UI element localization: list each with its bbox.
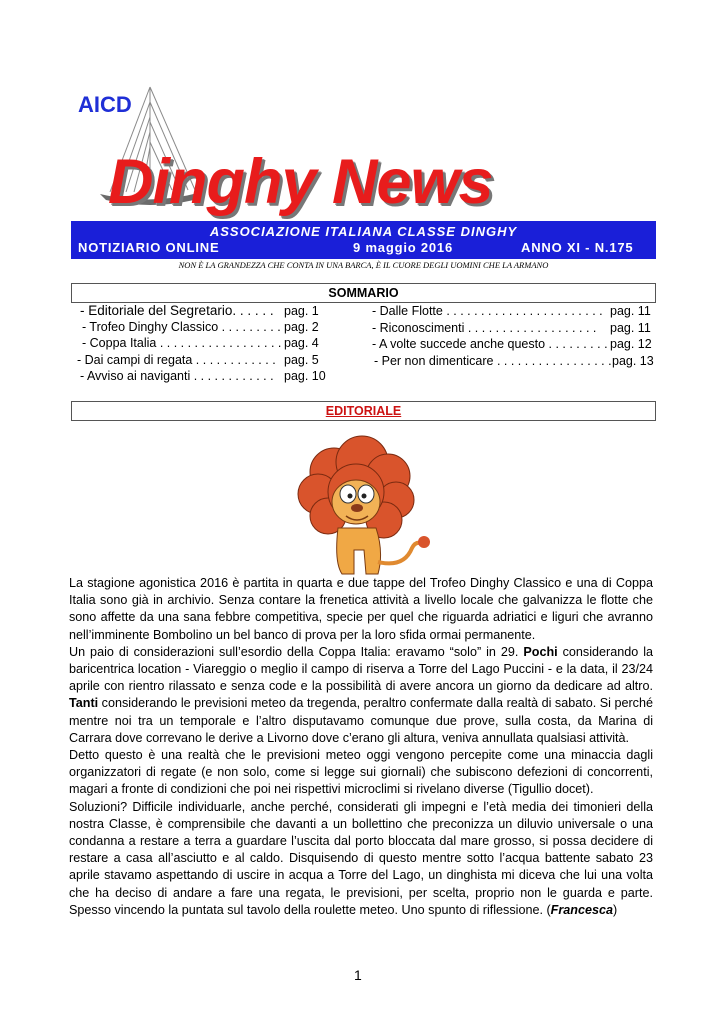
header-band bbox=[71, 221, 656, 259]
issue-date: 9 maggio 2016 bbox=[353, 240, 453, 255]
toc-item[interactable]: - Coppa Italia . . . . . . . . . . . . . . . . . . pag. 4 bbox=[82, 336, 319, 350]
toc-left bbox=[77, 303, 326, 386]
newsletter-title: Dinghy News bbox=[108, 147, 493, 217]
toc-item[interactable]: - Dai campi di regata . . . . . . . . . . . . pag. 5 bbox=[77, 352, 319, 367]
paragraph: La stagione agonistica 2016 è partita in quarta e due tappe del Trofeo Dinghy Classico e una di Coppa Italia sono già in archivio. Senza contare la frenetica attività a livello locale che galvanizza le flotte che sono affette da una sana febbre competitiva, specie per quel che riguarda adriatici e liguri che avranno nell’imminente Bombolino un bel banco di prova per la loro sfida ormai permanente. bbox=[69, 576, 653, 642]
notiziario-label: NOTIZIARIO ONLINE bbox=[78, 240, 220, 255]
editoriale-body bbox=[69, 575, 653, 919]
paragraph: Soluzioni? Difficile individuarle, anche perché, considerati gli impegni e l’età media dei timonieri della nostra Classe, è comprensibile che davanti a un bollettino che preconizza un diluvio universale o una condanna a restare a terra a guardare l’uscita dal porto bloccata dal mare grosso, si possa decidere di restare a casa all’asciutto e al caldo. Disquisendo di questo mentre sotto l’acqua battente sabato 23 aprile stavamo aspettando di uscire in acqua a Torre del Lago, un dinghista mi diceva che lui una volta che ha deciso di andare a fare una regata, le previsioni, per scelta, proprio non le guarda e parte. Spesso vincendo la puntata sul tavolo della roulette meteo. Uno spunto di riflessione. (Francesca) bbox=[69, 799, 653, 917]
sommario-heading: SOMMARIO bbox=[71, 283, 656, 303]
motto: NON È LA GRANDEZZA CHE CONTA IN UNA BARCA, È IL CUORE DEGLI UOMINI CHE LA ARMANO bbox=[178, 260, 549, 270]
lion-illustration-icon bbox=[284, 432, 434, 582]
toc-item[interactable]: - Trofeo Dinghy Classico . . . . . . . . . pag. 2 bbox=[82, 319, 319, 334]
toc-item[interactable]: - Avviso ai naviganti . . . . . . . . . . . . pag. 10 bbox=[80, 369, 326, 383]
paragraph: Un paio di considerazioni sull’esordio della Coppa Italia: eravamo “solo” in 29. Pochi considerando la baricentrica location - Viareggio o meglio il campo di riserva a Torre del Lago Puccini - e la data, il 23/24 aprile con rientro rilassato e senza code e la possibilità di avere ancora un giorno da dedicare ad altro. Tanti considerando le previsioni meteo da tregenda, peraltro confermate dalla realtà di sabato. Si perché mentre noi tra un temporale e l’altro disputavamo comunque due prove, sulla costa, da Marina di Carrara dove correvano le derive a Livorno dove c’erano gli altura, veniva annullata qualsiasi attività. bbox=[69, 644, 653, 745]
paragraph: Detto questo è una realtà che le previsioni meteo oggi vengono percepite come una minaccia dagli organizzatori di regate (e non solo, come si legge sui giornali) che subiscono defezioni di concorrenti, magari a fronte di condizioni che poi nei rispettivi microclimi si rivelano diverse (Tigullio docet). bbox=[69, 748, 653, 797]
toc-item[interactable]: - Editoriale del Segretario. . . . . . pag. 1 bbox=[80, 303, 319, 318]
issue-number: ANNO XI - N.175 bbox=[521, 240, 634, 255]
editoriale-heading: EDITORIALE bbox=[71, 401, 656, 421]
association-name: ASSOCIAZIONE ITALIANA CLASSE DINGHY bbox=[209, 224, 518, 239]
page-number: 1 bbox=[354, 967, 362, 983]
aicd-logo-text: AICD bbox=[78, 92, 132, 117]
